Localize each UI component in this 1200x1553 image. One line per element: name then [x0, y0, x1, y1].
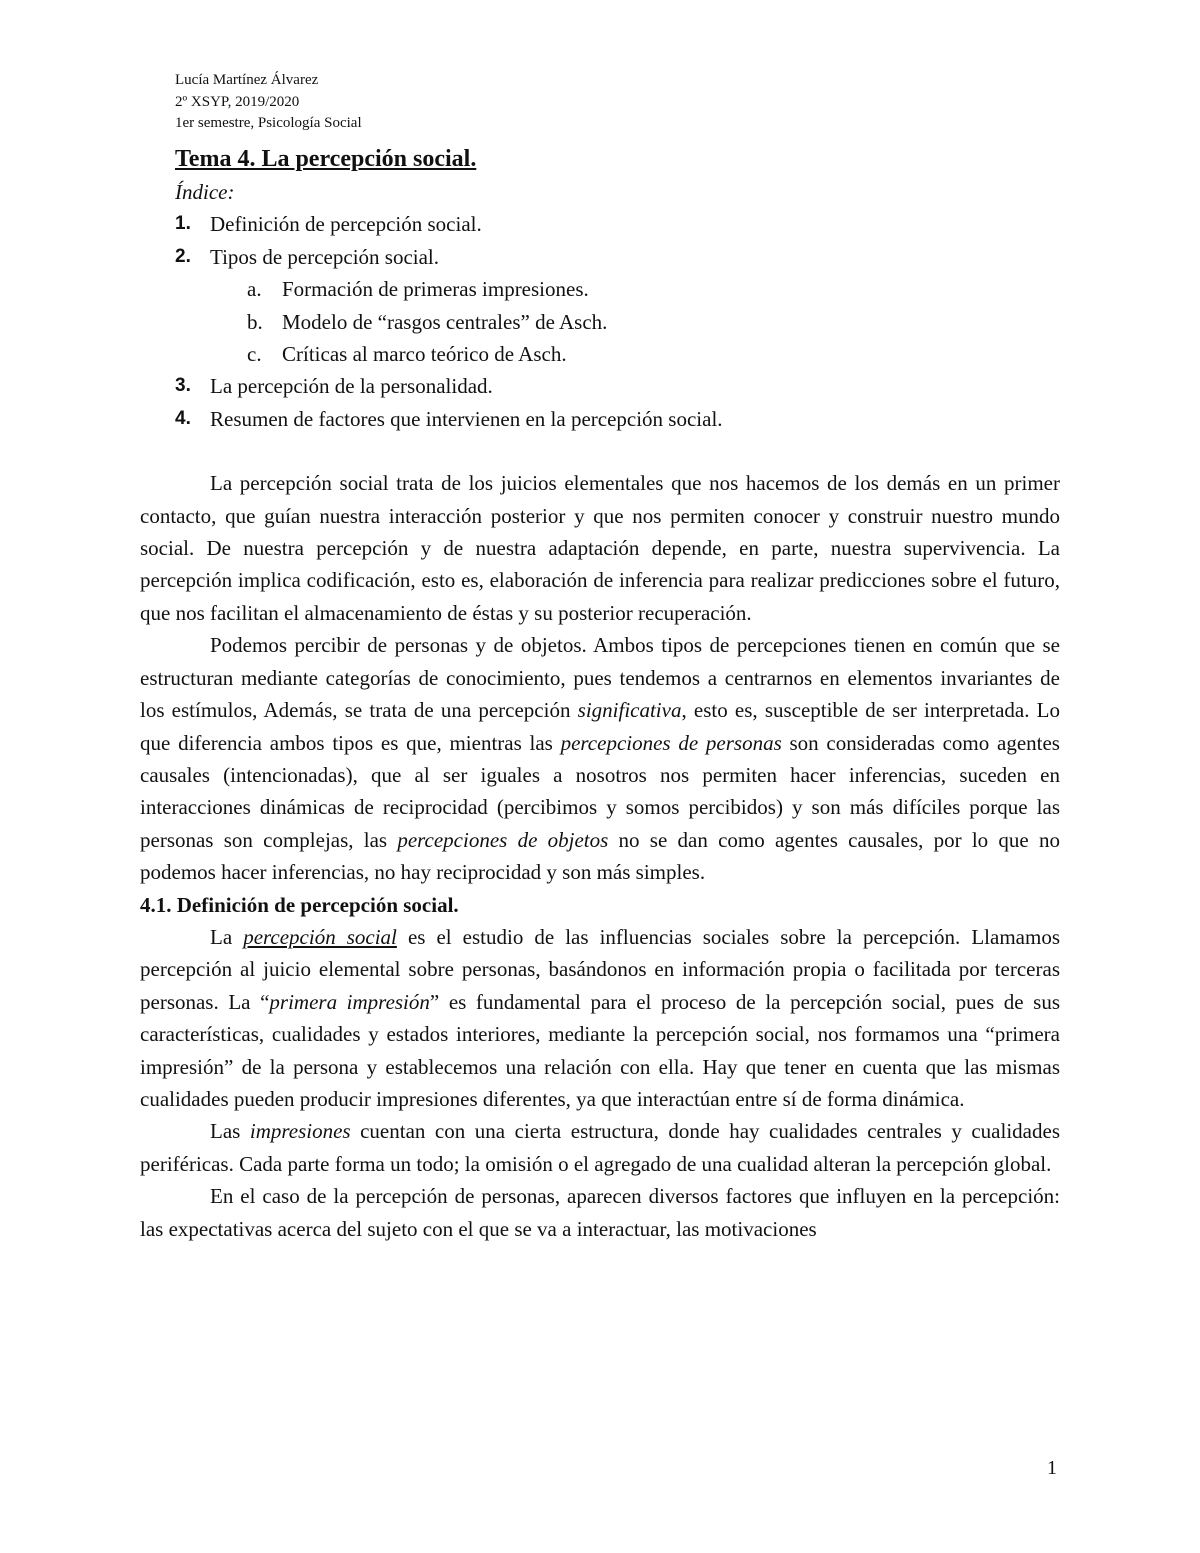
document-body [140, 142, 1060, 1245]
emphasis-text: significativa [577, 698, 682, 723]
definition-paragraph-3: En el caso de la percepción de personas, aparecen diversos factores que influyen en la percepción: las expectativas acerca del sujeto con el que se va a interactuar, las motivaciones [140, 1184, 1060, 1241]
definition-paragraph-1 [140, 921, 1060, 1115]
emphasis-text: percepciones de objetos [397, 827, 609, 852]
page-title: Tema 4. La percepción social. [175, 146, 477, 172]
toc-subitem-text: Modelo de “rasgos centrales” de Asch. [282, 309, 608, 334]
toc-subitem-letter: a. [247, 277, 262, 302]
toc-item [140, 241, 1060, 273]
table-of-contents [140, 208, 1060, 435]
toc-item-number: 2. [175, 245, 191, 267]
toc-item [140, 403, 1060, 435]
toc-item-text: La percepción de la personalidad. [210, 374, 493, 399]
index-label: Índice: [175, 180, 235, 204]
subject-info: 1er semestre, Psicología Social [175, 115, 362, 131]
definition-paragraph-2 [140, 1115, 1060, 1180]
text-run: , esto es, susceptible de ser interpretada. Lo que diferencia ambos tipos es que, mientras las [140, 698, 1060, 755]
text-run: son consideradas como agentes causales (intencionadas), que al ser iguales a nosotros nos permiten hacer inferencias, suceden en interacciones dinámicas de reciprocidad (percibimos y somos percibidos) y son más difíciles porque las personas son complejas, las [140, 730, 1060, 852]
text-run: Las [210, 1119, 250, 1144]
section-heading: 4.1. Definición de percepción social. [140, 892, 459, 917]
toc-subitem-letter: c. [247, 342, 262, 367]
toc-item-number: 3. [175, 375, 191, 397]
underlined-term: percepción social [243, 924, 397, 949]
intro-paragraph-1: La percepción social trata de los juicios elementales que nos hacemos de los demás en un primer contacto, que guían nuestra interacción posterior y que nos permiten conocer y construir nuestro mundo social. De nuestra percepción y de nuestra adaptación depende, en parte, nuestra supervivencia. La percepción implica codificación, esto es, elaboración de inferencia para realizar predicciones sobre el futuro, que nos facilitan el almacenamiento de éstas y su posterior recuperación. [140, 471, 1060, 625]
text-run: ” es fundamental para el proceso de la percepción social, pues de sus características, cualidades y estados interiores, mediante la percepción social, nos formamos una “primera impresión” de la persona y establecemos una relación con ella. Hay que tener en cuenta que las mismas cualidades pueden producir impresiones diferentes, ya que interactúan entre sí de forma dinámica. [140, 989, 1060, 1111]
page-number: 1 [1047, 1457, 1057, 1479]
emphasis-text: primera impresión [269, 989, 430, 1014]
text-run: no se dan como agentes causales, por lo que no podemos hacer inferencias, no hay reciprocidad y son más simples. [140, 827, 1060, 885]
text-run: La [210, 924, 244, 949]
blank-line [140, 435, 1060, 467]
author-name: Lucía Martínez Álvarez [175, 72, 319, 88]
toc-subitem [140, 338, 1060, 370]
text-run: cuentan con una cierta estructura, donde hay cualidades centrales y cualidades periféricas. Cada parte forma un todo; la omisión o el agregado de una cualidad alteran la percepción global. [140, 1119, 1060, 1176]
toc-subitem [140, 306, 1060, 338]
document-header [175, 70, 362, 135]
toc-subitem [140, 273, 1060, 305]
course-info: 2º XSYP, 2019/2020 [175, 93, 300, 110]
toc-item [140, 370, 1060, 402]
emphasis-text: impresiones [249, 1119, 351, 1144]
toc-item-text: Tipos de percepción social. [210, 244, 440, 269]
text-run: es el estudio de las influencias sociales sobre la percepción. Llamamos percepción al juicio elemental sobre personas, basándonos en información propia o facilitada por terceras personas. La “ [140, 924, 1060, 1014]
toc-subitem-text: Formación de primeras impresiones. [282, 277, 589, 302]
toc-item [140, 208, 1060, 240]
text-run: Podemos percibir de personas y de objetos. Ambos tipos de percepciones tienen en común que se estructuran mediante categorías de conocimiento, pues tendemos a centrarnos en elementos invariantes de los estímulos, Además, se trata de una percepción [140, 633, 1060, 723]
toc-subitem-letter: b. [247, 309, 263, 334]
toc-subitem-text: Críticas al marco teórico de Asch. [282, 342, 567, 367]
intro-paragraph-2 [140, 629, 1060, 888]
toc-item-text: Resumen de factores que intervienen en la percepción social. [210, 406, 723, 431]
emphasis-text: percepciones de personas [560, 730, 782, 755]
toc-item-text: Definición de percepción social. [210, 212, 482, 237]
toc-item-number: 4. [175, 407, 191, 429]
toc-item-number: 1. [175, 213, 191, 235]
